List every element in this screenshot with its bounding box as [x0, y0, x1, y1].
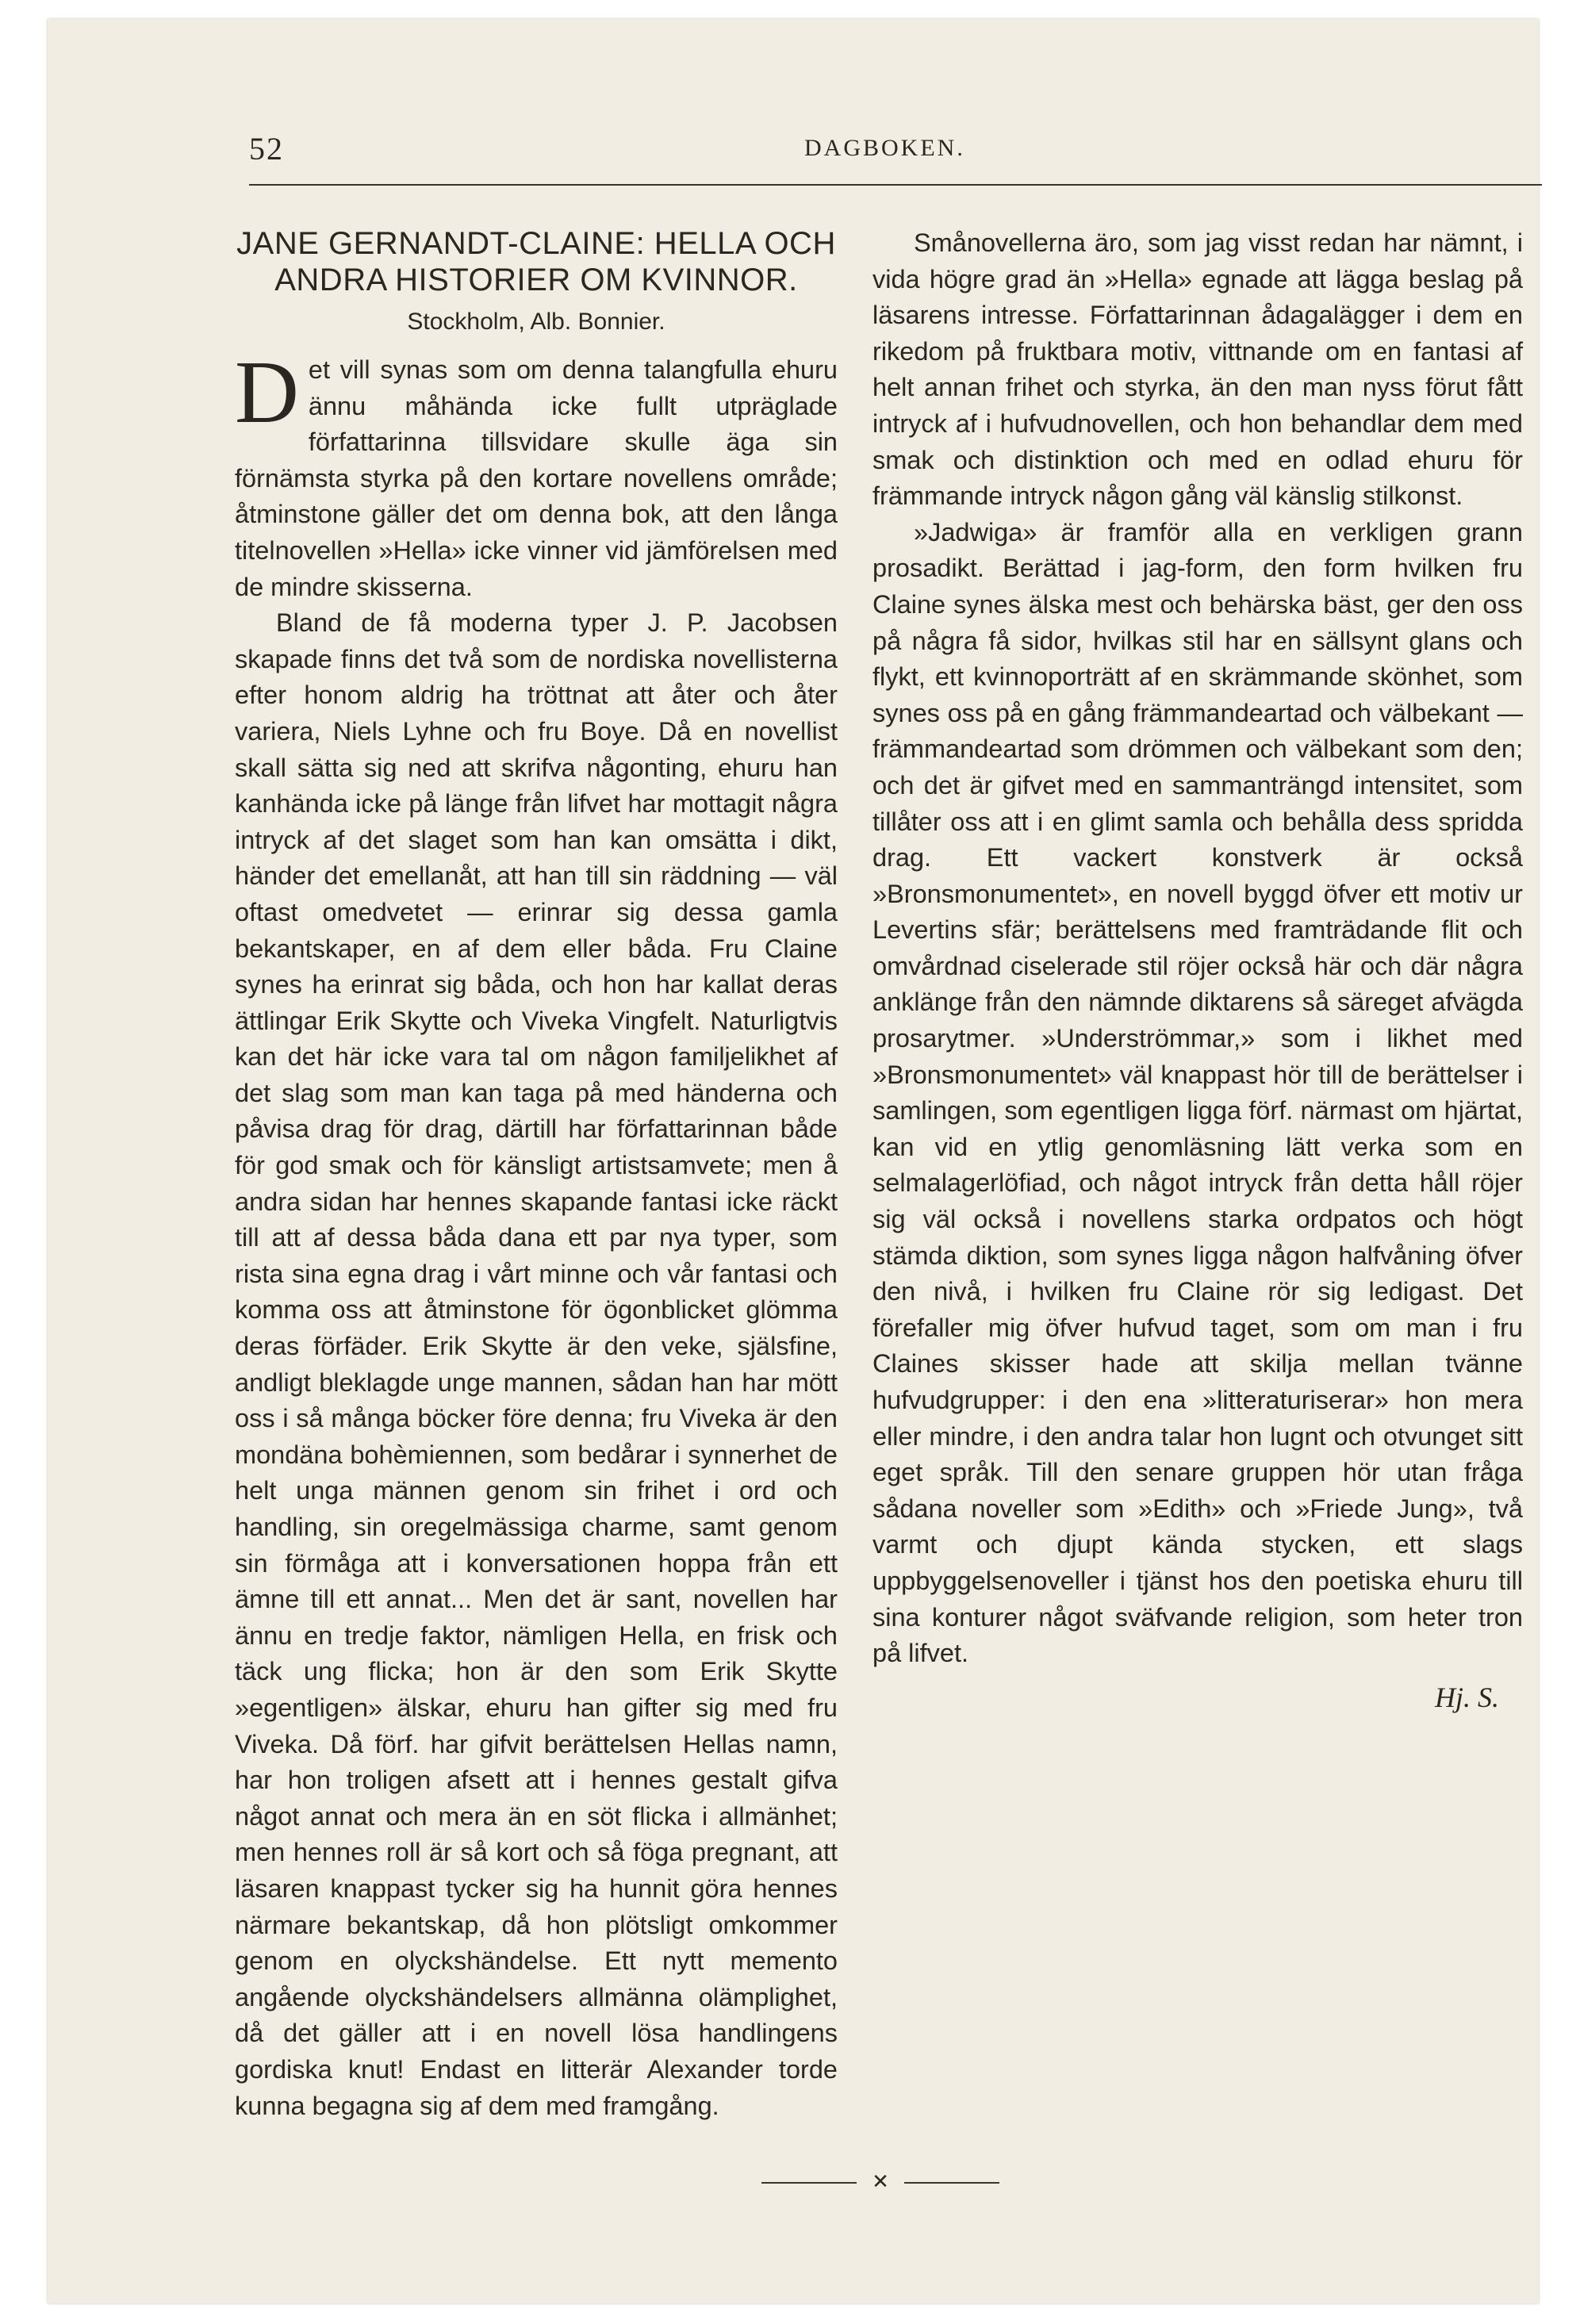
- title-line-2: ANDRA HISTORIER OM KVINNOR.: [274, 263, 798, 297]
- ornament-line-right: [904, 2182, 999, 2184]
- header-rule: [249, 184, 1542, 186]
- paragraph-1-text: et vill synas som om denna talangfulla ehuru ännu måhända icke fullt utpräglade författarinna tillsvidare skulle äga sin förnämsta styrka på den kortare novellens område; åtminstone gäller det om denna bok, att den långa titelnovellen »Hella» icke vinner vid jämförelsen med de mindre skisserna.: [235, 355, 838, 601]
- ornament-flourish-icon: ✕: [872, 2170, 889, 2193]
- page-number: 52: [249, 131, 284, 167]
- paragraph-4: »Jadwiga» är framför alla en verkligen grann prosadikt. Berättad i jag-form, den form hvilken fru Claine synes älska mest och behärska bäst, ger den oss på några få sidor, hvilkas stil har en sällsynt glans och flykt, ett kvinnoporträtt af en skrämmande skönhet, som synes oss på en gång främmandeartad och välbekant — främmandeartad som drömmen och välbekant som den; och det är gifvet med en sammanträngd intensitet, som tillåter oss att i en glimt samla och behålla dess spridda drag. Ett vackert konstverk är också »Bronsmonumentet», en novell byggd öfver ett motiv ur Levertins sfär; berättelsens med framträdande flit och omvårdnad ciselerade stil röjer också här och där några anklänge från den nämnde diktarens så säreget afvägda prosarytmer. »Underströmmar,» som i likhet med »Bronsmonumentet» väl knappast hör till de berättelser i samlingen, som egentligen ligga förf. närmast om hjärtat, kan vid en ytlig genomläsning lätt verka som en selmalagerlöfiad, och något intryck från detta håll röjer sig väl också i novellens starka ordpatos och högt stämda diktion, som synes ligga någon halfvåning öfver den nivå, i hvilken fru Claine rör sig ledigast. Det förefaller mig öfver hufvud taget, som om man i fru Claines skisser hade att skilja mellan tvänne hufvudgrupper: i den ena »litteraturiserar» hon mera eller mindre, i den andra talar hon lugnt och otvunget sitt eget språk. Till den senare gruppen hör utan fråga sådana noveller som »Edith» och »Friede Jung», två varmt och djupt kända stycken, ett slags uppbyggelsenoveller i tjänst hos den poetiska ehuru till sina konturer något sväfvande religion, som heter tron på lifvet.: [872, 517, 1523, 1668]
- author-signature: Hj. S.: [1435, 1681, 1499, 1713]
- paragraph-3: Smånovellerna äro, som jag visst redan har nämnt, i vida högre grad än »Hella» egnade att lägga beslag på läsarens intresse. Författarinnan ådagalägger i dem en rikedom på fruktbara motiv, vittnande om en fantasi af helt annan frihet och styrka, än den man nyss förut fått intryck af i hufvudnovellen, och hon behandlar dem med smak och distinktion och med en odlad ehuru för främmande intryck någon gång väl känslig stilkonst.: [872, 228, 1523, 511]
- publisher-line: Stockholm, Alb. Bonnier.: [407, 309, 665, 335]
- paragraph-2: Bland de få moderna typer J. P. Jacobsen skapade finns det två som de nordiska novellisterna efter honom aldrig ha tröttnat att åter och åter variera, Niels Lyhne och fru Boye. Då en novellist skall sätta sig ned att skrifva någonting, ehuru han kanhända icke på länge från lifvet har mottagit några intryck af det slaget som han kan omsätta i dikt, händer det emellanåt, att han till sin räddning — väl oftast omedvetet — erinrar sig dessa gamla bekantskaper, en af dem eller båda. Fru Claine synes ha erinrat sig båda, och hon har kallat deras ättlingar Erik Skytte och Viveka Vingfelt. Naturligtvis kan det här icke vara tal om någon familjelikhet af det slag som man kan taga på med händerna och påvisa drag för drag, därtill har författarinnan både för god smak och för känsligt artistsamvete; men å andra sidan har hennes skapande fantasi icke räckt till att af dessa båda dana ett par nya typer, som rista sina egna drag i vårt minne och vår fantasi och komma oss att åtminstone för ögonblicket glömma deras förfäder. Erik Skytte är den veke, själsfine, andligt bleklagde unge mannen, sådan han har mött oss i så många böcker före denna; fru Viveka är den mondäna bohèmiennen, som bedårar i synnerhet de helt unga männen genom sin frihet i ord och handling, sin oregelmässiga charme, samt genom sin förmåga att i konversationen hoppa från ett ämne till ett annat... Men det är sant, novellen har ännu en tredje faktor, nämligen Hella, en frisk och täck ung flicka; hon är den som Erik Skytte »egentligen» älskar, ehuru han gifter sig med fru Viveka. Då förf. har gifvit berättelsen Hellas namn, har hon troligen afsett att i hennes gestalt gifva något annat och mera än en söt flicka i allmänhet; men hennes roll är så kort och så föga pregnant, att läsaren knappast tycker sig ha hunnit göra hennes närmare bekantskap, då hon plötsligt omkommer genom en olyckshändelse. Ett nytt memento angående olyckshändelsers allmänna olämplighet, då det gäller att i en novell lösa handlingens gordiska knut! Endast en litterär Alexander torde kunna begagna sig af dem med framgång.: [235, 608, 838, 2120]
- drop-cap: D: [235, 343, 299, 442]
- running-head: DAGBOKEN.: [804, 135, 965, 161]
- ornament-line-left: [761, 2182, 857, 2184]
- left-column: [235, 225, 838, 2124]
- end-ornament: [761, 2170, 999, 2193]
- title-line-1: JANE GERNANDT-CLAINE: HELLA OCH: [236, 226, 836, 261]
- document-page: [48, 19, 1539, 2303]
- review-title: [235, 225, 838, 298]
- paragraph-1: [235, 343, 838, 605]
- right-column: [872, 225, 1523, 1716]
- page-header: [249, 130, 1542, 178]
